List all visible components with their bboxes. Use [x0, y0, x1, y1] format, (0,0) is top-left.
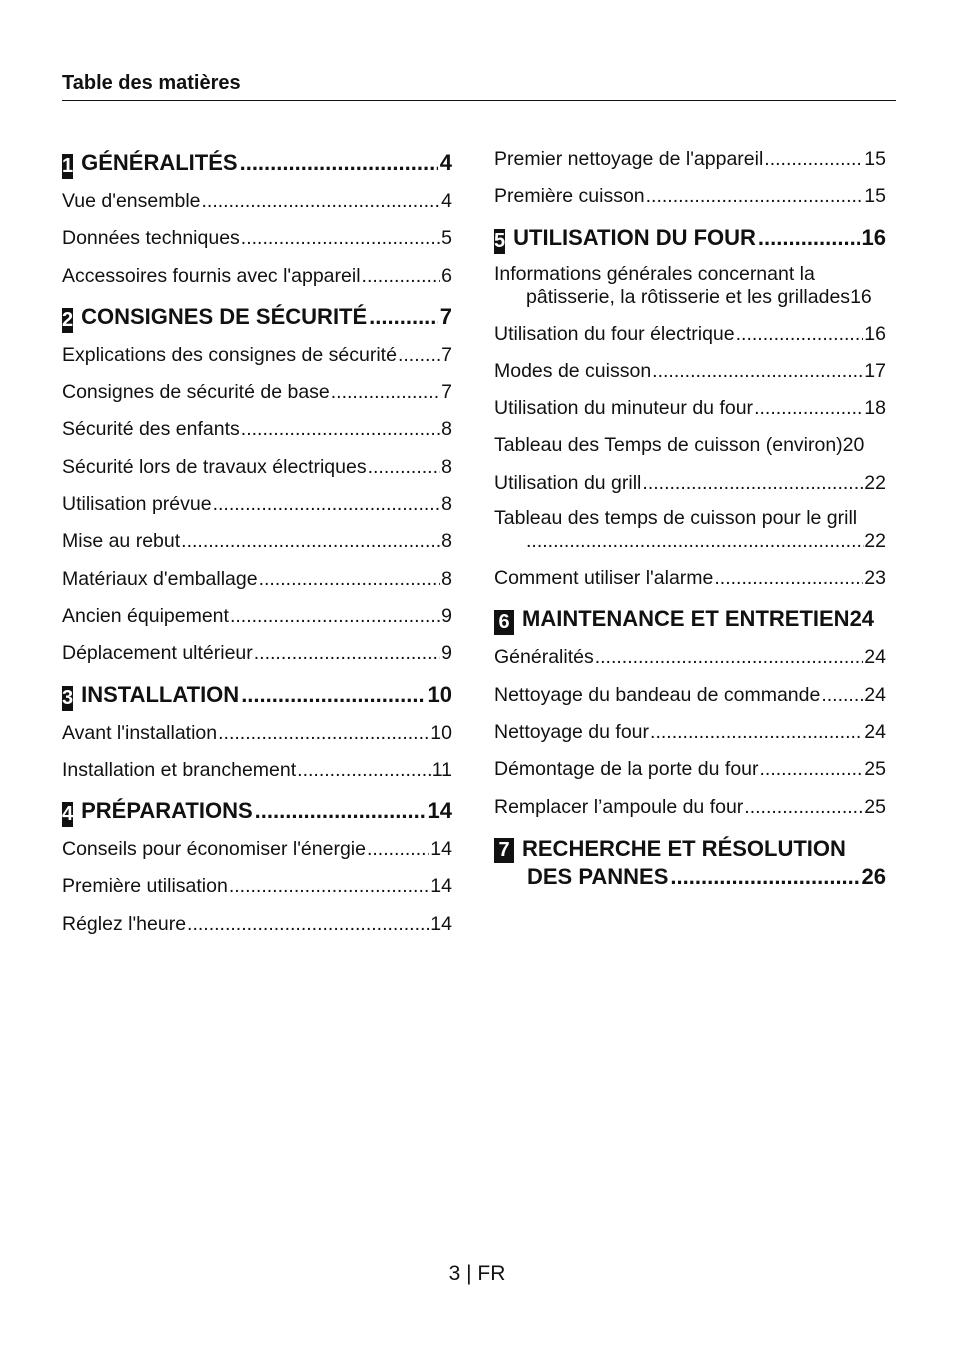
- toc-entry[interactable]: [62, 263, 452, 300]
- entry-title: Démontage de la porte du four: [494, 758, 759, 781]
- entry-title: Sécurité des enfants: [62, 418, 240, 441]
- entry-page: 23: [864, 567, 886, 590]
- entry-page: 14: [430, 875, 452, 898]
- entry-title: Réglez l'heure: [62, 912, 187, 935]
- dot-leader: [241, 225, 440, 251]
- dot-leader: [744, 794, 863, 820]
- entry-page: 24: [864, 646, 886, 669]
- entry-title: Avant l'installation: [62, 721, 218, 744]
- entry-page: 6: [441, 264, 452, 287]
- toc-entry[interactable]: [494, 358, 886, 395]
- entry-title: Installation et branchement: [62, 758, 297, 781]
- section-title-line1-wrap: [494, 835, 886, 863]
- toc-section-2[interactable]: [62, 302, 452, 342]
- dot-leader: [821, 682, 863, 708]
- entry-page: 15: [864, 185, 886, 208]
- entry-title-line1: Tableau des temps de cuisson pour le grill: [494, 507, 858, 530]
- dot-leader: [646, 183, 864, 209]
- entry-page: 9: [441, 604, 452, 627]
- entry-title: Généralités: [494, 646, 594, 669]
- entry-page: 17: [864, 359, 886, 382]
- entry-page: 22: [864, 471, 886, 494]
- toc-entry-multiline[interactable]: [494, 263, 886, 309]
- entry-page: 7: [441, 343, 452, 366]
- toc-entry[interactable]: [62, 491, 452, 528]
- toc-entry[interactable]: [62, 836, 452, 873]
- entry-page: 8: [441, 530, 452, 553]
- entry-title: Nettoyage du bandeau de commande: [494, 683, 821, 706]
- dot-leader: [754, 395, 863, 421]
- dot-leader: [714, 565, 863, 591]
- toc-entry[interactable]: [494, 719, 886, 756]
- dot-leader: [259, 566, 441, 592]
- section-number-badge: 6: [494, 610, 514, 635]
- entry-page: 11: [431, 758, 452, 781]
- toc-entry-multiline[interactable]: [494, 507, 886, 553]
- page-title: Table des matières: [62, 72, 896, 101]
- dot-leader: [240, 148, 438, 178]
- entry-title: Premier nettoyage de l'appareil: [494, 148, 764, 170]
- section-title: UTILISATION DU FOUR: [513, 224, 756, 250]
- toc-left-column: [62, 146, 452, 948]
- entry-page: 9: [441, 642, 452, 665]
- toc-entry[interactable]: [62, 225, 452, 262]
- section-number-badge: 2: [62, 308, 74, 331]
- entry-page: 4: [441, 190, 452, 212]
- section-number-badge: 3: [62, 686, 74, 709]
- section-title: CONSIGNES DE SÉCURITÉ: [81, 303, 368, 329]
- section-page: 10: [427, 681, 452, 707]
- dot-leader: [652, 358, 863, 384]
- entry-page: 25: [864, 795, 886, 818]
- toc-entry[interactable]: [494, 565, 886, 602]
- entry-title: Accessoires fournis avec l'appareil: [62, 264, 361, 287]
- dot-leader: [202, 188, 441, 214]
- dot-leader: [758, 223, 860, 253]
- toc-entry[interactable]: [62, 911, 452, 948]
- entry-title: Utilisation du grill: [494, 471, 642, 494]
- entry-title: Nettoyage du four: [494, 720, 650, 743]
- toc-section-1[interactable]: [62, 148, 452, 188]
- dot-leader: [369, 302, 438, 332]
- entry-page: 5: [441, 227, 452, 250]
- section-page: 14: [427, 798, 452, 824]
- toc-entry[interactable]: [62, 603, 452, 640]
- dot-leader: [297, 757, 431, 783]
- section-title-line1: RECHERCHE ET RÉSOLUTION: [522, 835, 846, 861]
- toc-section-4[interactable]: [62, 796, 452, 836]
- entry-title: Consignes de sécurité de base: [62, 381, 330, 404]
- toc-entry[interactable]: [494, 321, 886, 358]
- toc-entry[interactable]: [62, 454, 452, 491]
- toc-entry[interactable]: [494, 146, 886, 183]
- entry-title: Matériaux d'emballage: [62, 567, 258, 590]
- toc-entry[interactable]: [62, 566, 452, 603]
- entry-title: Explications des consignes de sécurité: [62, 343, 397, 366]
- toc-entry[interactable]: [62, 188, 452, 225]
- entry-title: Ancien équipement: [62, 604, 229, 627]
- entry-page: 8: [441, 418, 452, 441]
- dot-leader: [362, 263, 441, 289]
- dot-leader: [642, 470, 863, 496]
- entry-page: 25: [864, 758, 886, 781]
- toc-entry[interactable]: [62, 640, 452, 677]
- toc-entry[interactable]: [494, 395, 886, 432]
- entry-page: 14: [430, 912, 452, 935]
- toc-section-7[interactable]: [494, 835, 886, 891]
- section-title: MAINTENANCE ET ENTRETIEN: [522, 606, 850, 632]
- entry-title-line2-wrap: [494, 286, 886, 309]
- dot-leader: [760, 756, 864, 782]
- dot-leader: [187, 911, 429, 937]
- entry-page: 8: [441, 567, 452, 590]
- entry-page: 20: [842, 434, 865, 457]
- entry-title: Sécurité lors de travaux électriques: [62, 455, 367, 478]
- entry-title: Données techniques: [62, 227, 240, 250]
- section-page: 26: [861, 863, 886, 889]
- toc-section-6[interactable]: [494, 604, 886, 644]
- section-number-badge: 5: [494, 229, 506, 252]
- dot-leader: [670, 863, 859, 891]
- dot-leader: [736, 321, 864, 347]
- toc-entry[interactable]: [62, 873, 452, 910]
- entry-page: 18: [864, 397, 886, 420]
- dot-leader: [229, 873, 429, 899]
- toc-entry[interactable]: [494, 682, 886, 719]
- section-title-line2: DES PANNES: [527, 863, 669, 889]
- toc-entry[interactable]: [494, 470, 886, 507]
- toc-right-column: [494, 146, 886, 891]
- entry-title: Utilisation du four électrique: [494, 322, 735, 345]
- entry-page: 16: [850, 285, 872, 308]
- toc-entry[interactable]: [494, 794, 886, 831]
- toc-entry[interactable]: [494, 432, 886, 469]
- section-title: GÉNÉRALITÉS: [81, 150, 238, 175]
- entry-page: 8: [441, 455, 452, 478]
- dot-leader: [595, 644, 864, 670]
- dot-leader: [241, 416, 440, 442]
- toc-entry[interactable]: [62, 416, 452, 453]
- section-number-badge: 1: [62, 155, 74, 177]
- toc-entry[interactable]: [62, 720, 452, 757]
- dot-leader: [764, 146, 863, 172]
- dot-leader: [230, 603, 440, 629]
- entry-title: Conseils pour économiser l'énergie: [62, 838, 366, 861]
- toc-entry[interactable]: [62, 379, 452, 416]
- page-footer: 3 | FR: [448, 1262, 506, 1285]
- toc-entry[interactable]: [494, 183, 886, 220]
- dot-leader: [213, 491, 441, 517]
- section-page: 4: [439, 150, 452, 175]
- entry-page: 24: [864, 720, 886, 743]
- toc-entry[interactable]: [494, 644, 886, 681]
- dot-leader: [331, 379, 440, 405]
- toc-section-5[interactable]: [494, 223, 886, 263]
- toc-entry[interactable]: [62, 757, 452, 794]
- entry-title: Vue d'ensemble: [62, 190, 201, 212]
- dot-leader: [255, 796, 426, 826]
- entry-page: 24: [864, 683, 886, 706]
- entry-title: Déplacement ultérieur: [62, 642, 253, 665]
- toc-entry[interactable]: [494, 756, 886, 793]
- entry-title: Modes de cuisson: [494, 359, 652, 382]
- dot-leader: [526, 530, 864, 553]
- dot-leader: [367, 836, 429, 862]
- dot-leader: [650, 719, 863, 745]
- section-title: INSTALLATION: [81, 681, 240, 707]
- entry-title: Remplacer l’ampoule du four: [494, 795, 744, 818]
- section-title-line2-wrap: [494, 863, 886, 891]
- entry-page: 16: [864, 322, 886, 345]
- section-page: 24: [849, 606, 875, 632]
- entry-page: 14: [430, 838, 452, 861]
- entry-title: Comment utiliser l'alarme: [494, 567, 714, 590]
- entry-title: Première cuisson: [494, 185, 645, 208]
- entry-title: Utilisation du minuteur du four: [494, 397, 754, 420]
- section-number-badge: 4: [62, 803, 74, 826]
- entry-title: Tableau des Temps de cuisson (environ): [494, 434, 843, 457]
- section-page: 16: [861, 224, 886, 250]
- entry-page: 10: [430, 721, 452, 744]
- dot-leader: [368, 454, 441, 480]
- dot-leader: [241, 680, 425, 710]
- dot-leader: [181, 528, 440, 554]
- entry-page: 8: [441, 493, 452, 516]
- entry-title: Utilisation prévue: [62, 493, 212, 516]
- section-page: 7: [439, 303, 452, 329]
- entry-title-line2-wrap: [494, 530, 886, 553]
- entry-title-line2: pâtisserie, la rôtisserie et les grillades: [526, 285, 851, 308]
- entry-page: 22: [864, 530, 886, 553]
- dot-leader: [398, 342, 440, 368]
- entry-page: 7: [441, 381, 452, 404]
- dot-leader: [254, 640, 440, 666]
- section-title: PRÉPARATIONS: [81, 798, 253, 824]
- section-number-badge: 7: [494, 838, 514, 863]
- dot-leader: [218, 720, 429, 746]
- toc-section-3[interactable]: [62, 680, 452, 720]
- entry-page: 15: [864, 148, 886, 170]
- entry-title-line1: Informations générales concernant la: [494, 262, 815, 285]
- toc-entry[interactable]: [62, 528, 452, 565]
- entry-title: Première utilisation: [62, 875, 228, 898]
- entry-title: Mise au rebut: [62, 530, 181, 553]
- toc-entry[interactable]: [62, 342, 452, 379]
